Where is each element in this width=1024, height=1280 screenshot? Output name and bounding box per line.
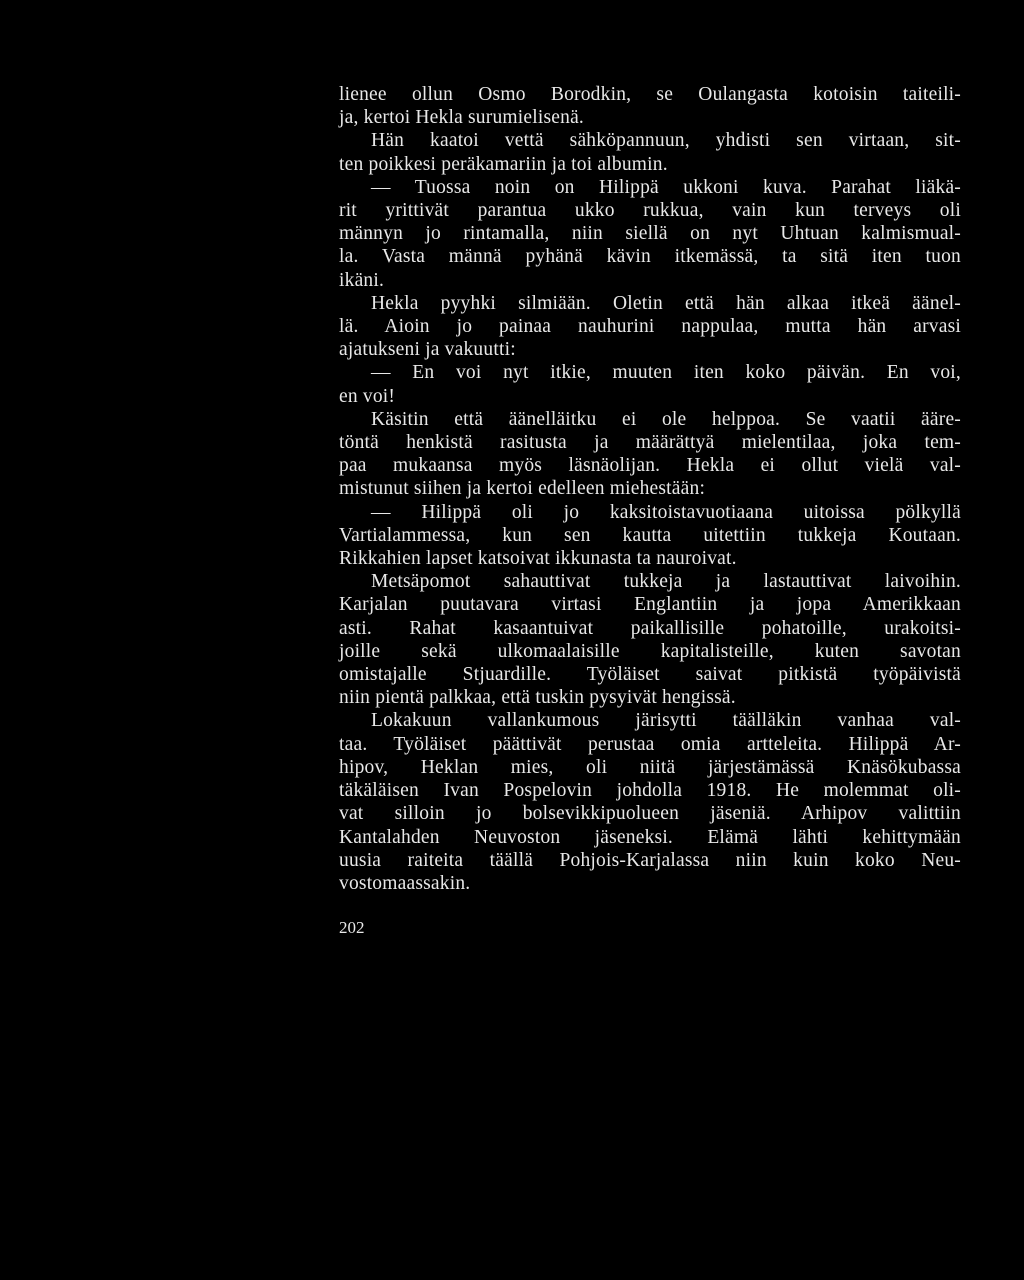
- text-line: rit yrittivät parantua ukko rukkua, vain kun terveys oli: [339, 200, 961, 222]
- text-line: Vartialammessa, kun sen kautta uitettiin tukkeja Koutaan.: [339, 524, 961, 546]
- text-line: töntä henkistä rasitusta ja määrättyä mielentilaa, joka tem-: [339, 432, 961, 454]
- text-line: ja, kertoi Hekla surumielisenä.: [339, 107, 584, 129]
- text-line: — En voi nyt itkie, muuten iten koko päivän. En voi,: [371, 362, 961, 384]
- text-line: en voi!: [339, 385, 396, 407]
- text-line: Kantalahden Neuvoston jäseneksi. Elämä lähti kehittymään: [339, 826, 961, 848]
- text-line: vostomaassakin.: [339, 872, 471, 894]
- text-line: — Tuossa noin on Hilippä ukkoni kuva. Parahat liäkä-: [371, 176, 961, 198]
- text-line: Käsitin että äänelläitku ei ole helppoa. Se vaatii ääre-: [371, 408, 961, 430]
- text-line: — Hilippä oli jo kaksitoistavuotiaana uitoissa pölkyllä: [371, 501, 961, 523]
- text-line: vat silloin jo bolsevikkipuolueen jäseniä. Arhipov valittiin: [339, 803, 961, 825]
- text-line: Metsäpomot sahauttivat tukkeja ja lastauttivat laivoihin.: [371, 571, 961, 593]
- text-line: taa. Työläiset päättivät perustaa omia artteleita. Hilippä Ar-: [339, 733, 961, 755]
- text-line: paa mukaansa myös läsnäolijan. Hekla ei ollut vielä val-: [339, 455, 961, 477]
- text-line: lienee ollun Osmo Borodkin, se Oulangasta kotoisin taiteili-: [339, 84, 961, 105]
- text-line: täkäläisen Ivan Pospelovin johdolla 1918. He molemmat oli-: [339, 780, 961, 802]
- text-line: omistajalle Stjuardille. Työläiset saivat pitkistä työpäivistä: [339, 664, 961, 686]
- text-line: ikäni.: [339, 269, 385, 291]
- text-line: asti. Rahat kasaantuivat paikallisille pohatoille, urakoitsi-: [339, 617, 961, 639]
- text-line: mistunut siihen ja kertoi edelleen miehestään:: [339, 478, 706, 500]
- text-line: lä. Aioin jo painaa nauhurini nappulaa, mutta hän arvasi: [339, 316, 961, 338]
- text-line: ten poikkesi peräkamariin ja toi albumin.: [339, 153, 668, 175]
- text-line: männyn jo rintamalla, niin siellä on nyt Uhtuan kalmismual-: [339, 223, 961, 245]
- text-line: joille sekä ulkomaalaisille kapitalisteille, kuten savotan: [339, 640, 961, 662]
- text-line: la. Vasta männä pyhänä kävin itkemässä, ta sitä iten tuon: [339, 246, 961, 268]
- page-number: 202: [339, 918, 365, 937]
- text-line: Hekla pyyhki silmiään. Oletin että hän alkaa itkeä äänel-: [371, 292, 961, 314]
- text-line: niin pientä palkkaa, että tuskin pysyivät hengissä.: [339, 687, 736, 709]
- body-text: [339, 83, 961, 895]
- text-line: Karjalan puutavara virtasi Englantiin ja jopa Amerikkaan: [339, 594, 961, 616]
- text-line: uusia raiteita täällä Pohjois-Karjalassa niin kuin koko Neu-: [339, 849, 961, 871]
- text-line: Lokakuun vallankumous järisytti täälläkin vanhaa val-: [371, 710, 961, 732]
- text-line: Rikkahien lapset katsoivat ikkunasta ta nauroivat.: [339, 548, 737, 570]
- text-line: ajatukseni ja vakuutti:: [339, 339, 516, 361]
- text-line: hipov, Heklan mies, oli niitä järjestämässä Knäsökubassa: [339, 756, 961, 778]
- text-line: Hän kaatoi vettä sähköpannuun, yhdisti sen virtaan, sit-: [371, 130, 961, 152]
